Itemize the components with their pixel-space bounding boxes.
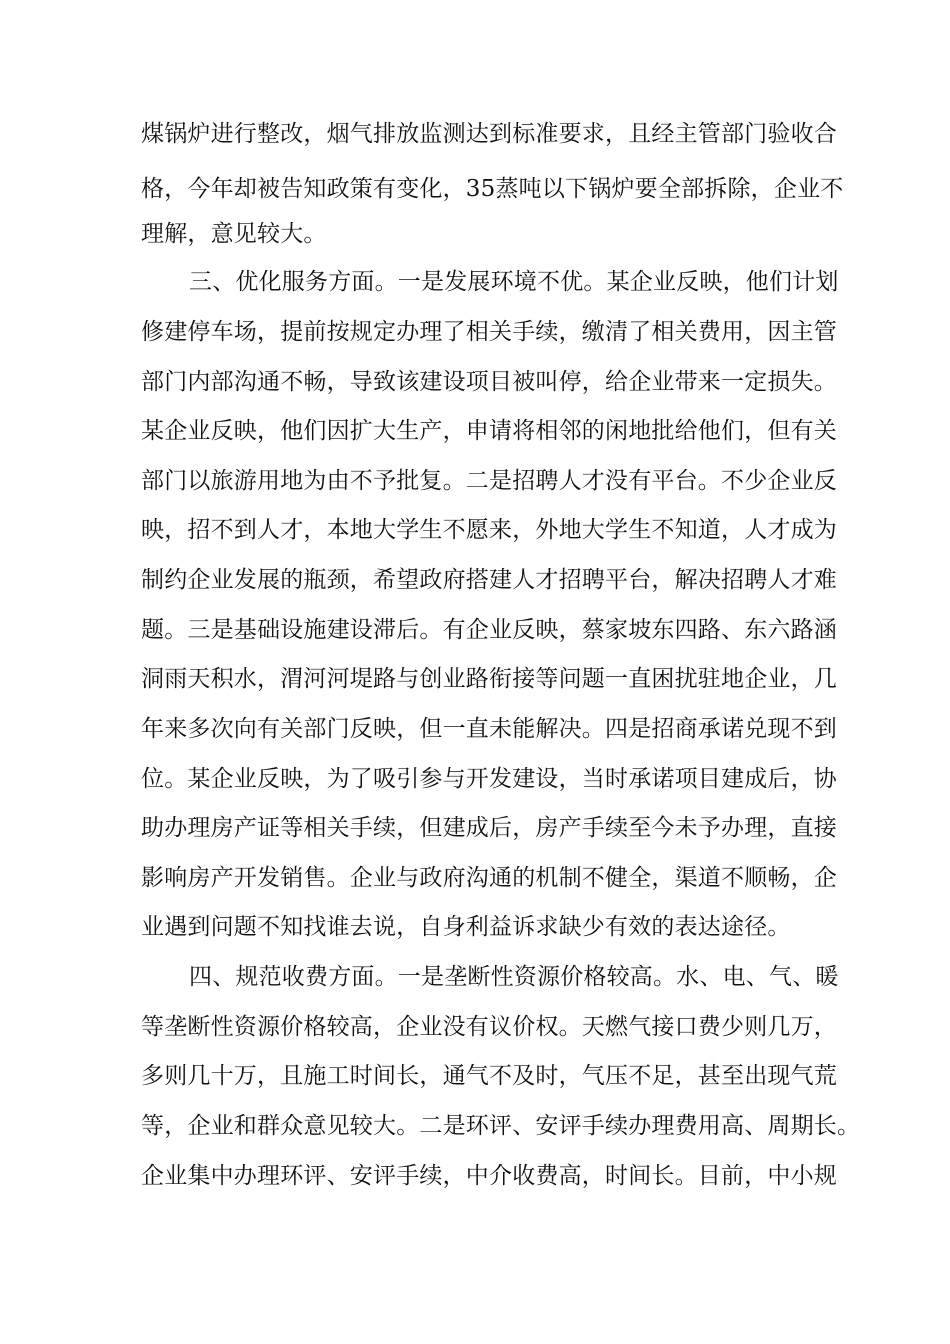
section-heading-line: 四、规范收费方面。一是垄断性资源价格较高。水、电、气、暖 [189,964,839,990]
text-line: 煤锅炉进行整改，烟气排放监测达到标准要求，且经主管部门验收合 [141,121,837,147]
text-line: 位。某企业反映，为了吸引参与开发建设，当时承诺项目建成后，协 [141,766,837,792]
text-line: 助办理房产证等相关手续，但建成后，房产手续至今未予办理，直接 [141,815,837,841]
section-heading-line: 三、优化服务方面。一是发展环境不优。某企业反映，他们计划 [189,269,839,295]
text-line: 企业集中办理环评、安评手续，中介收费高，时间长。目前，中小规 [141,1163,837,1189]
text-line: 某企业反映，他们因扩大生产，申请将相邻的闲地批给他们，但有关 [141,418,837,444]
text-line: 修建停车场，提前按规定办理了相关手续，缴清了相关费用，因主管 [141,319,837,345]
text-line: 等，企业和群众意见较大。二是环评、安评手续办理费用高、周期长。 [141,1113,861,1139]
text-line: 格，今年却被告知政策有变化，35蒸吨以下锅炉要全部拆除，企业不 [141,176,844,202]
text-line: 多则几十万，且施工时间长，通气不及时，气压不足，甚至出现气荒 [141,1063,837,1089]
text-line: 部门内部沟通不畅，导致该建设项目被叫停，给企业带来一定损失。 [141,369,837,395]
text-line: 影响房产开发销售。企业与政府沟通的机制不健全，渠道不顺畅，企 [141,865,837,891]
text-line: 题。三是基础设施建设滞后。有企业反映，蔡家坡东四路、东六路涵 [141,617,837,643]
text-line: 年来多次向有关部门反映，但一直未能解决。四是招商承诺兑现不到 [141,716,837,742]
text-line: 等垄断性资源价格较高，企业没有议价权。天燃气接口费少则几万， [141,1014,837,1040]
text-line: 理解，意见较大。 [141,221,327,247]
text-line: 制约企业发展的瓶颈，希望政府搭建人才招聘平台，解决招聘人才难 [141,567,837,593]
text-line: 映，招不到人才，本地大学生不愿来，外地大学生不知道，人才成为 [141,517,837,543]
text-line: 业遇到问题不知找谁去说，自身利益诉求缺少有效的表达途径。 [141,914,791,940]
text-line: 部门以旅游用地为由不予批复。二是招聘人才没有平台。不少企业反 [141,468,837,494]
text-line: 洞雨天积水，渭河河堤路与创业路衔接等问题一直困扰驻地企业，几 [141,666,837,692]
